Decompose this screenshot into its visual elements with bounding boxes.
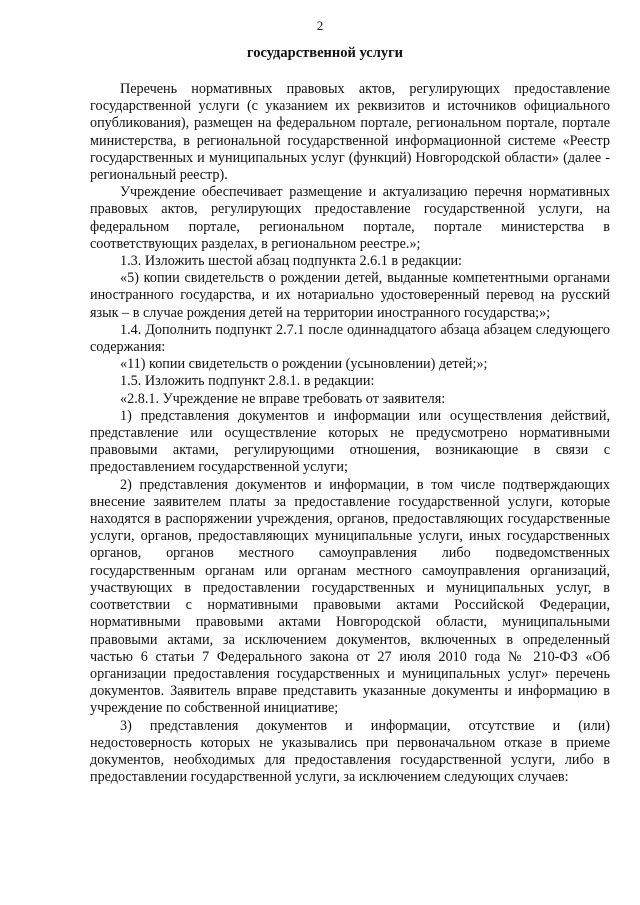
page-number: 2 <box>316 18 324 33</box>
paragraph-institution-update: Учреждение обеспечивает размещение и актуализацию перечня нормативных правовых актов, регулирующих предоставление государственной услуги, на федеральном портале, региональном портале, портале министерства в соответствующих разделах, в региональном реестре.»; <box>90 184 610 252</box>
paragraph-subitem-11: «11) копии свидетельств о рождении (усыновлении) детей;»; <box>120 356 488 373</box>
document-body <box>90 81 610 786</box>
paragraph-2-8-1: «2.8.1. Учреждение не вправе требовать от заявителя: <box>120 390 446 407</box>
paragraph-requirement-1: 1) представления документов и информации или осуществления действий, представление или осуществление которых не предусмотрено нормативными правовыми актами, регулирующими отношения, возникающие в связи с предоставлением государственной услуги; <box>90 407 610 476</box>
paragraph-requirement-2: 2) представления документов и информации, в том числе подтверждающих внесение заявителем платы за предоставление государственной услуги, которые находятся в распоряжении учреждения, органов, предоставляющих государственные услуги, органов, предоставляющих муниципальные услуги, иных государственных органов, органов местного самоуправления либо подведомственных государственным органам или органам местного самоуправления организаций, участвующих в предоставлении государственных и муниципальных услуг, в соответствии с нормативными правовыми актами Российской Федерации, нормативными правовыми актами Новгородской области, муниципальными правовыми актами, за исключением документов, включенных в определенный частью 6 статьи 7 Федерального закона от 27 июля 2010 года № 210-ФЗ «Об организации предоставления государственных и муниципальных услуг» перечень документов. Заявитель вправе представить указанные документы и информацию в учреждение по собственной инициативе; <box>90 476 610 717</box>
paragraph-requirement-3: 3) представления документов и информации, отсутствие и (или) недостоверность которых не указывались при первоначальном отказе в приеме документов, необходимых для предоставления государственной услуги, либо в предоставлении государственной услуги, за исключением следующих случаев: <box>90 717 610 786</box>
paragraph-item-1-4: 1.4. Дополнить подпункт 2.7.1 после одиннадцатого абзаца абзацем следующего содержания: <box>90 321 610 356</box>
paragraph-item-1-3: 1.3. Изложить шестой абзац подпункта 2.6.1 в редакции: <box>120 253 462 270</box>
paragraph-item-1-5: 1.5. Изложить подпункт 2.8.1. в редакции: <box>120 373 375 390</box>
paragraph-birth-certificates: «5) копии свидетельств о рождении детей, выданные компетентными органами иностранного государства, и их нотариально удостоверенный перевод на русский язык – в случае рождения детей на территории иностранного государства;»; <box>90 270 610 321</box>
section-heading: государственной услуги <box>246 45 404 61</box>
paragraph-registry-list: Перечень нормативных правовых актов, регулирующих предоставление государственной услуги (с указанием их реквизитов и источников официального опубликования), размещен на федеральном портале, региональном портале, портале министерства, в региональной государственной информационной системе «Реестр государственных и муниципальных услуг (функций) Новгородской области» (далее - региональный реестр). <box>90 81 610 184</box>
